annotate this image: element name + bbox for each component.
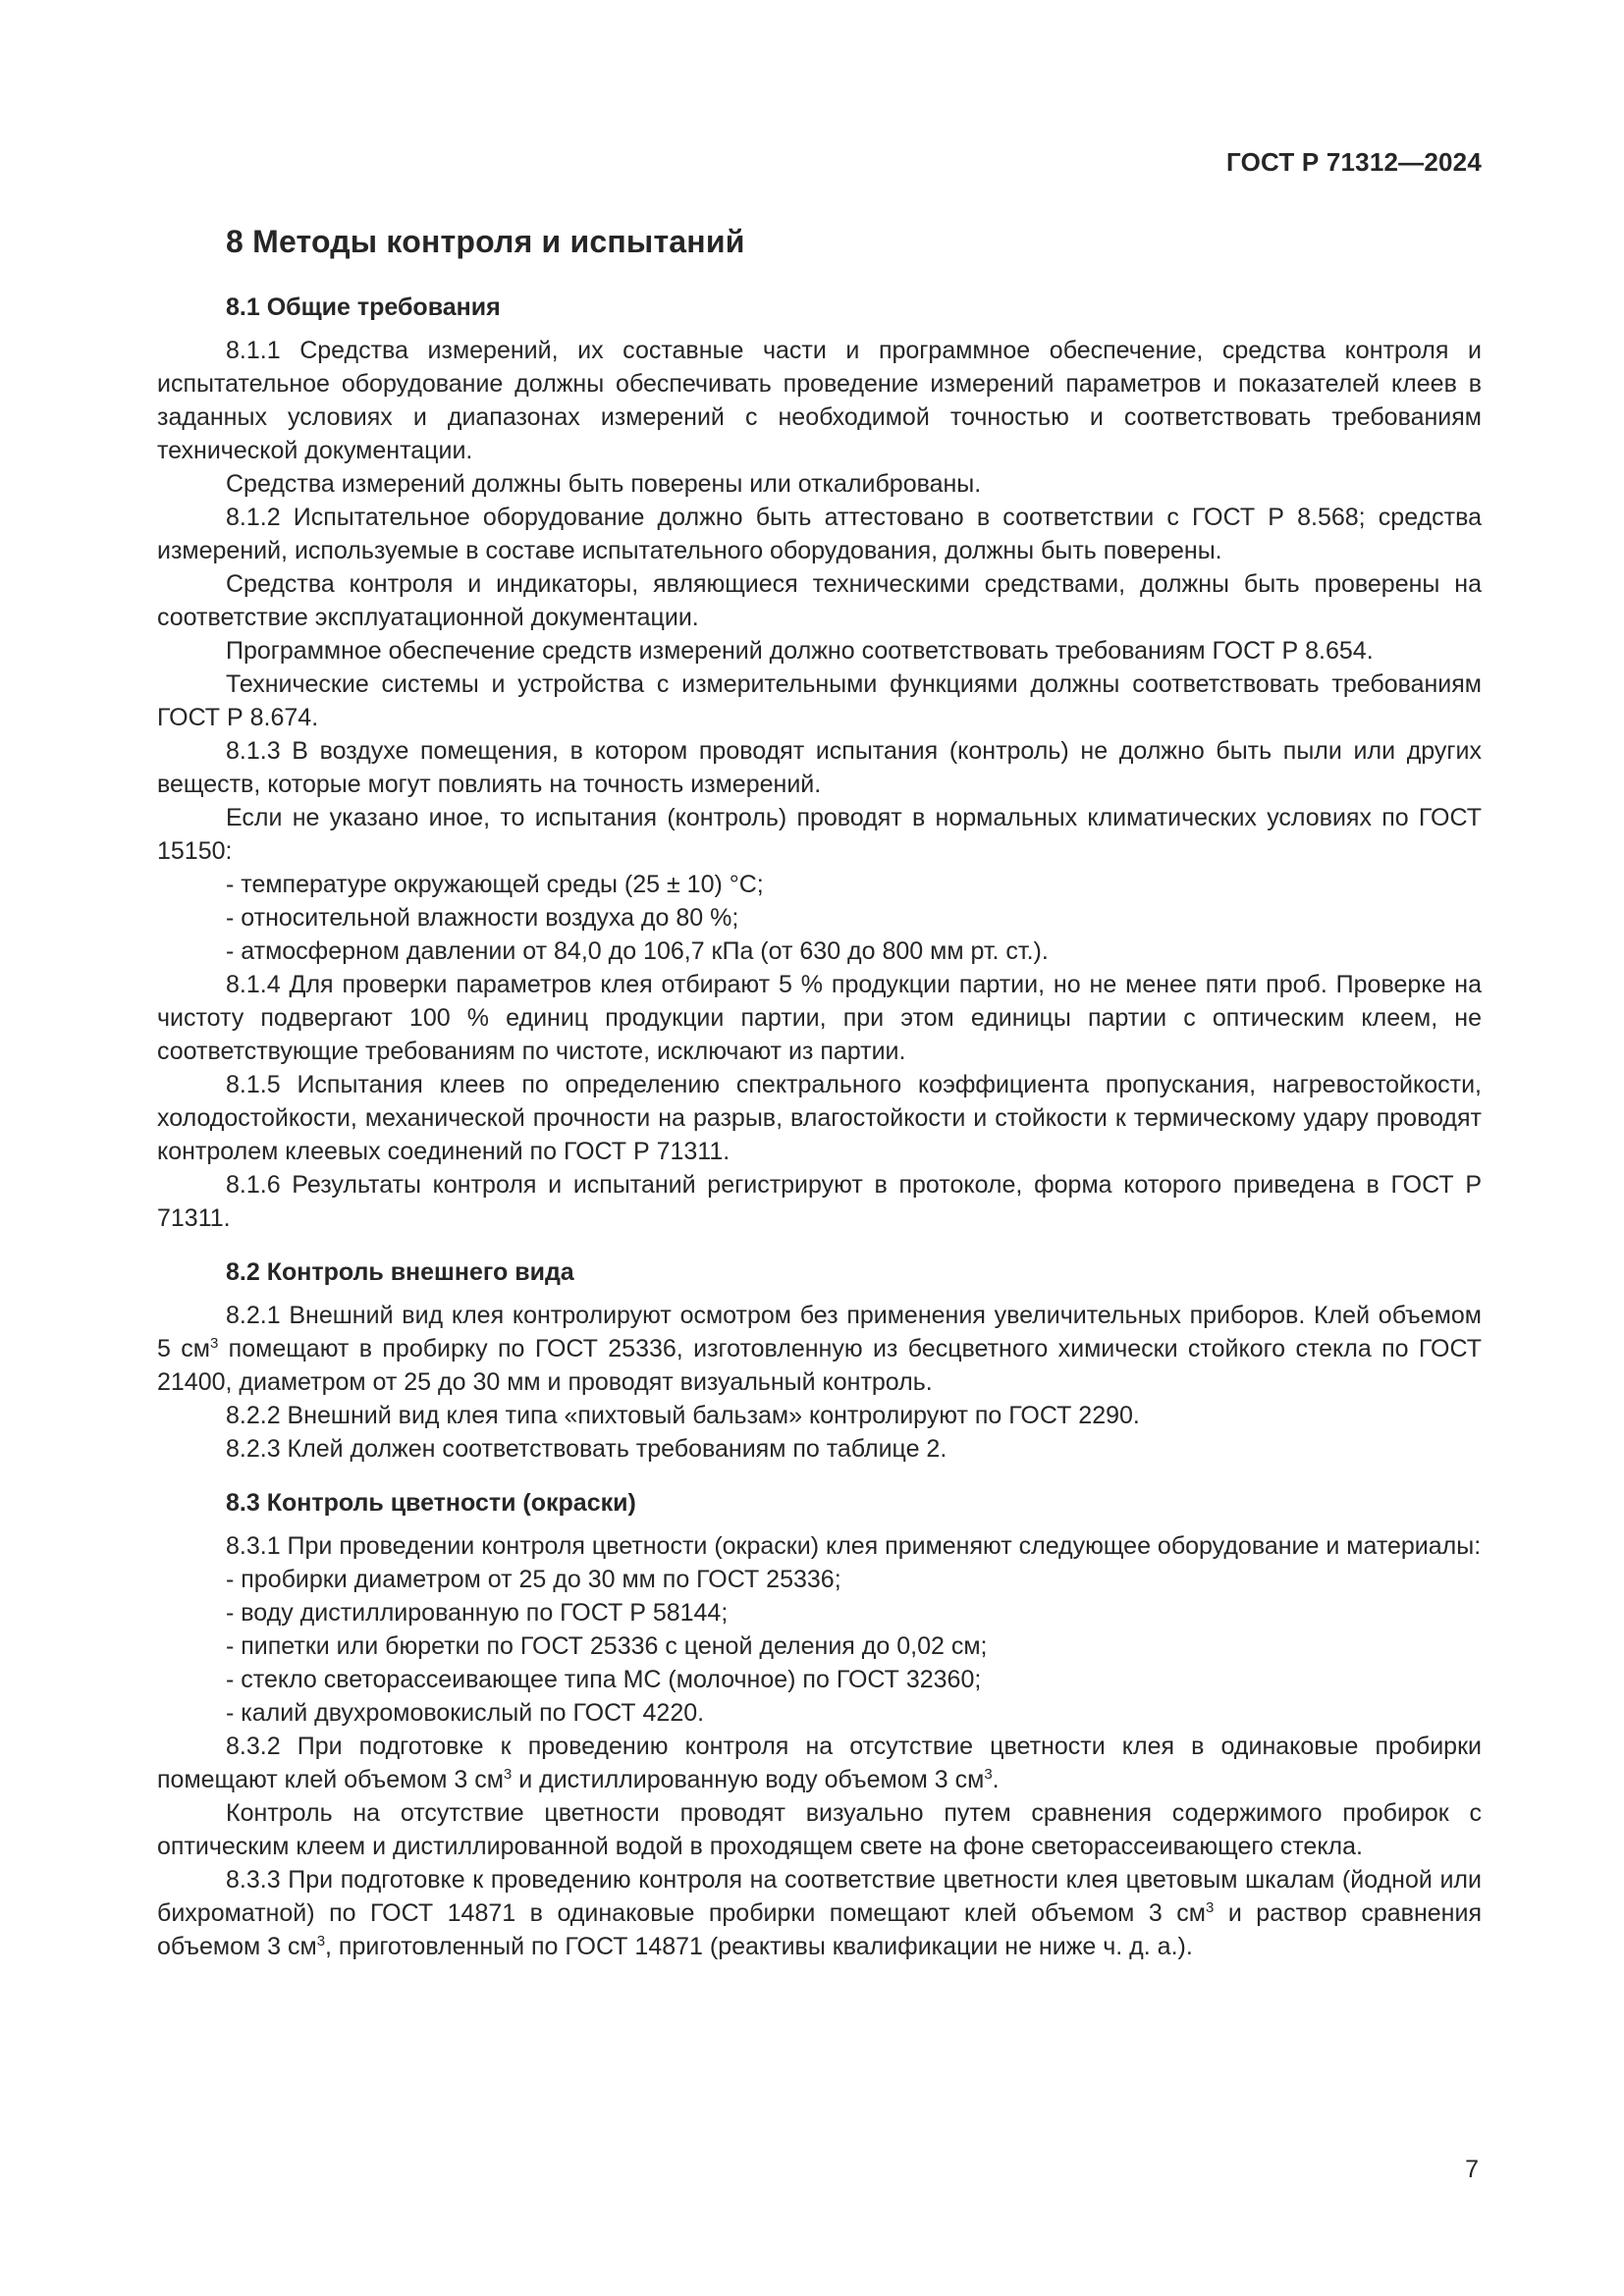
spacer: [157, 1235, 1482, 1258]
document-body: [157, 224, 1482, 1963]
paragraph: 8.1.3 В воздухе помещения, в котором проводят испытания (контроль) не должно быть пыли или других веществ, которые могут повлиять на точность измерений.: [157, 737, 1482, 798]
paragraph: [157, 1730, 1482, 1796]
page-number: 7: [1465, 2156, 1479, 2183]
spacer: [157, 1466, 1482, 1489]
paragraph: 8.2.3 Клей должен соответствовать требованиям по таблице 2.: [226, 1435, 947, 1463]
text-run: .: [992, 1766, 1000, 1793]
document-id: ГОСТ Р 71312—2024: [1226, 147, 1482, 177]
paragraph: 8.1.6 Результаты контроля и испытаний регистрируют в протоколе, форма которого приведена в ГОСТ Р 71311.: [157, 1171, 1482, 1232]
paragraph: Технические системы и устройства с измерительными функциями должны соответствовать требованиям ГОСТ Р 8.674.: [157, 670, 1482, 731]
paragraph: [157, 1299, 1482, 1399]
text-run: и дистиллированную воду объемом 3 см: [512, 1766, 985, 1793]
text-run: 8.3.3 При подготовке к проведению контроля на соответствие цветности клея цветовым шкалам (йодной или бихроматной) по ГОСТ 14871 в одинаковые пробирки помещают клей объемом 3 см: [157, 1866, 1482, 1927]
list-item: - относительной влажности воздуха до 80 %;: [226, 904, 739, 932]
subsection-title-8-1: 8.1 Общие требования: [226, 294, 501, 321]
paragraph: 8.2.2 Внешний вид клея типа «пихтовый бальзам» контролируют по ГОСТ 2290.: [226, 1402, 1140, 1429]
paragraph: [157, 1863, 1482, 1963]
paragraph: Контроль на отсутствие цветности проводят визуально путем сравнения содержимого пробирок с оптическим клеем и дистиллированной водой в проходящем свете на фоне светорассеивающего стекла.: [157, 1799, 1482, 1860]
paragraph: 8.1.1 Средства измерений, их составные части и программное обеспечение, средства контроля и испытательное оборудование должны обеспечивать проведение измерений параметров и показателей клеев в заданных условиях и диапазонах измерений с необходимой точностью и соответствовать требованиям технической документации.: [157, 337, 1482, 464]
paragraph: 8.1.4 Для проверки параметров клея отбирают 5 % продукции партии, но не менее пяти проб. Проверке на чистоту подвергают 100 % единиц продукции партии, при этом единицы партии с оптическим клеем, не соответствующие требованиям по чистоте, исключают из партии.: [157, 971, 1482, 1065]
superscript: 3: [984, 1766, 993, 1783]
paragraph: Средства измерений должны быть поверены или откалиброваны.: [226, 470, 982, 498]
paragraph: Программное обеспечение средств измерений должно соответствовать требованиям ГОСТ Р 8.654.: [226, 637, 1374, 665]
list-item: - стекло светорассеивающее типа МС (молочное) по ГОСТ 32360;: [226, 1666, 982, 1693]
paragraph: 8.1.2 Испытательное оборудование должно быть аттестовано в соответствии с ГОСТ Р 8.568; средства измерений, используемые в составе испытательного оборудования, должны быть поверены.: [157, 504, 1482, 564]
subsection-title-8-2: 8.2 Контроль внешнего вида: [226, 1258, 574, 1286]
paragraph: Средства контроля и индикаторы, являющиеся техническими средствами, должны быть проверены на соответствие эксплуатационной документации.: [157, 570, 1482, 631]
superscript: 3: [1205, 1899, 1215, 1916]
text-run: 8.3.2 При подготовке к проведению контроля на отсутствие цветности клея в одинаковые пробирки помещают клей объемом 3 см: [157, 1733, 1482, 1793]
paragraph: 8.3.1 При проведении контроля цветности (окраски) клея применяют следующее оборудование и материалы:: [226, 1532, 1482, 1560]
superscript: 3: [316, 1933, 326, 1949]
list-item: - воду дистиллированную по ГОСТ Р 58144;: [226, 1599, 729, 1627]
paragraph: 8.1.5 Испытания клеев по определению спектрального коэффициента пропускания, нагревостойкости, холодостойкости, механической прочности на разрыв, влагостойкости и стойкости к термическому удару проводят контролем клеевых соединений по ГОСТ Р 71311.: [157, 1071, 1482, 1165]
list-item: - атмосферном давлении от 84,0 до 106,7 кПа (от 630 до 800 мм рт. ст.).: [226, 937, 1049, 965]
list-item: - калий двухромовокислый по ГОСТ 4220.: [226, 1699, 705, 1727]
text-run: , приготовленный по ГОСТ 14871 (реактивы квалификации не ниже ч. д. а.).: [325, 1933, 1193, 1960]
list-item: - пробирки диаметром от 25 до 30 мм по ГОСТ 25336;: [226, 1566, 841, 1593]
subsection-title-8-3: 8.3 Контроль цветности (окраски): [226, 1489, 636, 1517]
list-item: - пипетки или бюретки по ГОСТ 25336 с ценой деления до 0,02 см;: [226, 1632, 988, 1660]
text-run: и раствор сравнения объемом 3 см: [157, 1899, 1482, 1960]
section-title: 8 Методы контроля и испытаний: [226, 224, 745, 259]
superscript: 3: [503, 1766, 513, 1783]
text-run: 8.2.1 Внешний вид клея контролируют осмотром без применения увеличительных приборов. Клей объемом 5 см: [157, 1302, 1482, 1362]
text-run: помещают в пробирку по ГОСТ 25336, изготовленную из бесцветного химически стойкого стекла по ГОСТ 21400, диаметром от 25 до 30 мм и проводят визуальный контроль.: [157, 1335, 1482, 1396]
superscript: 3: [209, 1335, 219, 1352]
list-item: - температуре окружающей среды (25 ± 10) °С;: [226, 871, 764, 898]
paragraph: Если не указано иное, то испытания (контроль) проводят в нормальных климатических условиях по ГОСТ 15150:: [157, 804, 1482, 865]
